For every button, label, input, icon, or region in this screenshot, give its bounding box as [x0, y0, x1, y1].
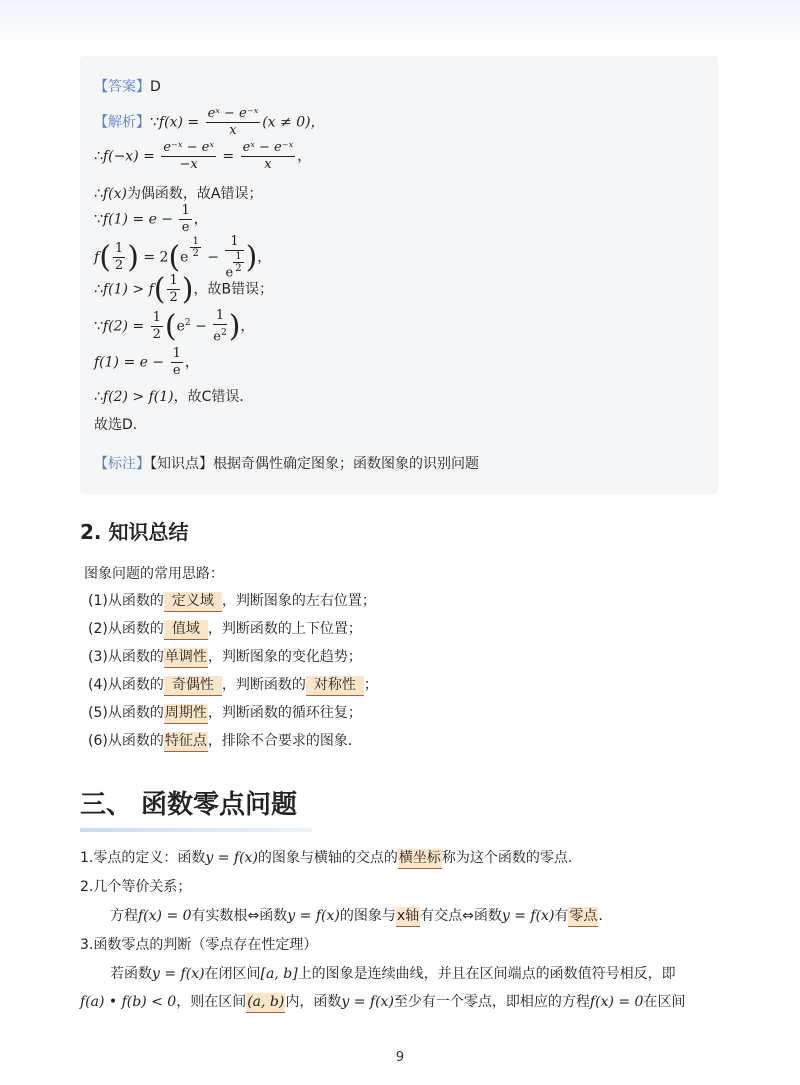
theorem-line-2: f(a) • f(b) < 0，则在区间(a, b)内，函数y = f(x)至少有一个零点，即相应的方程f(x) = 0在区间	[80, 991, 685, 1013]
keyword-highlight: 奇偶性	[164, 676, 222, 696]
section-title-knowledge-summary: 2. 知识总结	[80, 520, 189, 544]
answer-choice: D	[150, 79, 161, 95]
keyword-highlight: 定义域	[164, 592, 222, 612]
analysis-line-7: ∵f(2) = $\frac{1}{2}$ ($e^2$ − $\frac{1}{e^2}$ )，	[94, 308, 255, 345]
keyword-highlight: 零点	[568, 907, 598, 927]
note-text: 【知识点】根据奇偶性确定图象；函数图象的识别问题	[150, 456, 479, 472]
page-number: 9	[395, 1050, 405, 1065]
fraction: $\frac{\text{eˣ − e⁻ˣ}}{x}$	[242, 140, 294, 172]
fraction: $\frac{\text{eˣ − e⁻ˣ}}{x}$	[207, 106, 259, 138]
fraction: $\frac{1}{e}$	[181, 203, 190, 235]
fraction: $\frac{1}{2}$	[169, 273, 178, 305]
analysis-line-6: ∴f(1) > f( $\frac{1}{2}$ )，故B错误；	[94, 272, 274, 307]
keyword-highlight: 值域	[164, 620, 208, 640]
keyword-highlight: 横坐标	[398, 849, 442, 869]
equivalence-statement: 方程f(x) = 0有实数根⇔函数y = f(x)的图象与x轴有交点⇔函数y = f(x)有零点.	[110, 905, 603, 927]
fraction: $\frac{1}{2}$	[114, 241, 124, 274]
summary-intro: 图象问题的常用思路：	[84, 566, 224, 582]
note-line	[94, 453, 479, 473]
summary-item: (2)从函数的 值域 ，判断函数的上下位置；	[88, 618, 362, 640]
keyword-highlight: 特征点	[164, 732, 208, 752]
summary-item: (4)从函数的 奇偶性 ，判断函数的 对称性 ；	[88, 674, 378, 696]
answer-line	[94, 76, 161, 96]
note-tag: 【标注】	[94, 456, 150, 472]
keyword-highlight: 周期性	[164, 704, 208, 724]
keyword-highlight: (a, b)	[246, 993, 285, 1013]
answer-tag: 【答案】	[94, 79, 150, 95]
summary-item: (3)从函数的单调性，判断图象的变化趋势；	[88, 646, 362, 668]
fraction: $\frac{1}{e^2}$	[213, 308, 227, 345]
zero-definition: 1.零点的定义：函数y = f(x)的图象与横轴的交点的横坐标称为这个函数的零点.	[80, 847, 572, 869]
summary-item: (1)从函数的 定义域 ，判断图象的左右位置；	[88, 590, 376, 612]
fraction: $\frac{1}{2}$	[152, 310, 161, 343]
fraction: 1 e $\frac{1}{2}$	[225, 234, 242, 281]
analysis-line-3: ∴f(x)为偶函数，故A错误；	[94, 186, 263, 202]
analysis-line-8: f(1) = e − $\frac{1}{e}$ ，	[94, 346, 199, 378]
equivalence-title: 2.几个等价关系；	[80, 879, 192, 895]
section-title-zero-points: 三、 函数零点问题	[80, 790, 298, 820]
analysis-line-2: ∴f(−x) = $\frac{\text{e⁻ˣ − eˣ}}{-x}$ = $\frac{\text{eˣ − e⁻ˣ}}{x}$ ，	[94, 140, 312, 172]
theorem-line-1: 若函数y = f(x)在闭区间[a, b]上的图象是连续曲线，并且在区间端点的函数值符号相反，即	[110, 966, 676, 982]
fraction: $\frac{\text{e⁻ˣ − eˣ}}{-x}$	[163, 140, 214, 172]
summary-item: (5)从函数的周期性，判断函数的循环往复；	[88, 702, 362, 724]
analysis-line-9: ∴f(2) > f(1)，故C错误．	[94, 389, 254, 405]
summary-item: (6)从函数的特征点，排除不合要求的图象．	[88, 730, 362, 752]
keyword-highlight: 单调性	[164, 648, 208, 668]
page-header-band	[0, 0, 800, 48]
fraction: $\frac{1}{e}$	[172, 346, 181, 378]
keyword-highlight: x轴	[396, 907, 420, 927]
keyword-highlight: 对称性	[306, 676, 364, 696]
analysis-tag: 【解析】	[94, 114, 150, 131]
analysis-conclusion: 故选D．	[94, 417, 147, 433]
title-underline	[80, 828, 312, 832]
zero-judgement-title: 3.函数零点的判断（零点存在性定理）	[80, 937, 318, 953]
analysis-line-5: f( $\frac{1}{2}$ ) = 2(e $\frac{1}{2}$ − 1 e $\frac{1}{2}$ )，	[94, 234, 272, 281]
analysis-line-1: 【解析】∵f(x) = $\frac{\text{eˣ − e⁻ˣ}}{x}$ (x ≠ 0)，	[94, 106, 325, 138]
analysis-line-4: ∵f(1) = e − $\frac{1}{e}$ ，	[94, 203, 208, 235]
